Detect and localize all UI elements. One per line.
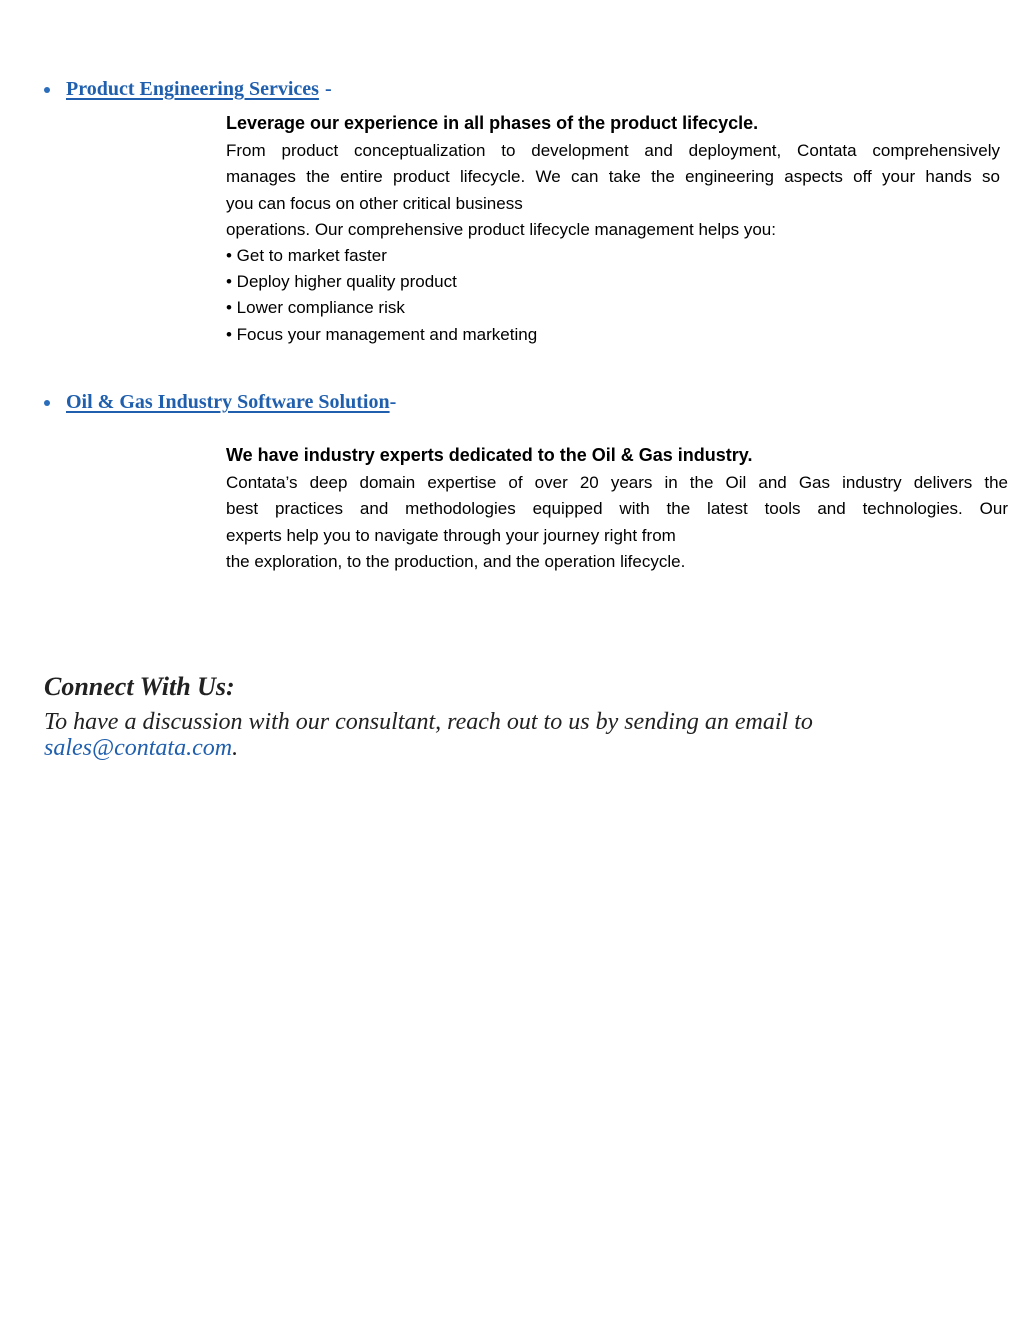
heading-separator: - [324, 78, 332, 100]
paragraph-line: Contata’s deep domain expertise of over 20 years in the Oil and Gas industry delivers the [226, 473, 1008, 493]
benefit-item: • Get to market faster [226, 246, 387, 266]
oil-gas-lead: We have industry experts dedicated to the Oil & Gas industry. [226, 445, 753, 465]
sales-email-link[interactable]: sales@contata.com [44, 735, 233, 761]
paragraph-line: manages the entire product lifecycle. We can take the engineering aspects off your hands so [226, 167, 1000, 187]
paragraph-line: you can focus on other critical business [226, 193, 523, 213]
oil-gas-software-solution-link[interactable]: Oil & Gas Industry Software Solution [66, 391, 390, 413]
paragraph-line: From product conceptualization to development and deployment, Contata comprehensively [226, 141, 1000, 161]
benefit-item: • Focus your management and marketing [226, 324, 538, 344]
section-heading-oil-gas [44, 391, 396, 414]
benefit-item: • Deploy higher quality product [226, 272, 457, 292]
paragraph-line: experts help you to navigate through your journey right from [226, 525, 676, 545]
product-engineering-body [226, 110, 1000, 348]
connect-paragraph [44, 709, 944, 761]
paragraph-line: the exploration, to the production, and the operation lifecycle. [226, 551, 686, 571]
connect-period: . [232, 735, 239, 761]
section-heading-product-engineering [44, 78, 332, 101]
oil-gas-body [226, 442, 1008, 575]
connect-text: To have a discussion with our consultant, reach out to us by sending an email to [44, 709, 813, 735]
heading-separator: - [389, 391, 397, 413]
paragraph-line: best practices and methodologies equipped with the latest tools and technologies. Our [226, 499, 1008, 519]
connect-heading: Connect With Us: [44, 672, 235, 701]
bullet-dot-icon [44, 87, 50, 93]
paragraph-line: operations. Our comprehensive product lifecycle management helps you: [226, 219, 776, 239]
benefit-item: • Lower compliance risk [226, 298, 405, 318]
product-engineering-services-link[interactable]: Product Engineering Services [66, 78, 319, 100]
bullet-dot-icon [44, 400, 50, 406]
product-engineering-lead: Leverage our experience in all phases of the product lifecycle. [226, 113, 759, 133]
